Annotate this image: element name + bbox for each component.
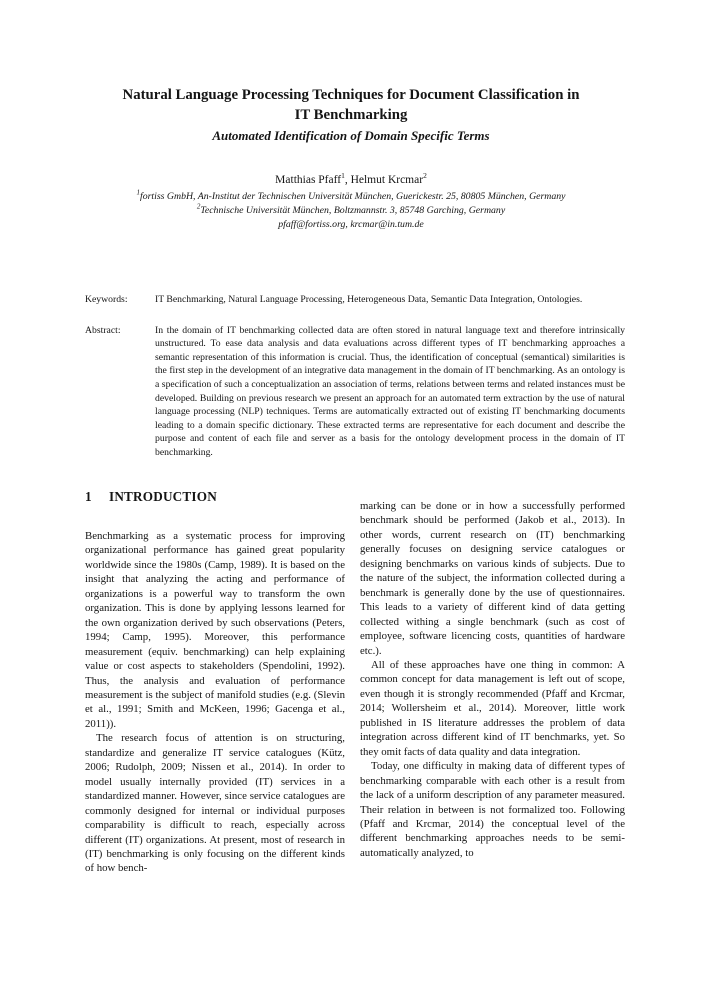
abstract-label: Abstract: — [85, 324, 121, 336]
body-column-right — [360, 499, 625, 860]
meta-block — [85, 293, 625, 460]
paper-subtitle: Automated Identification of Domain Specific Terms — [212, 128, 490, 143]
author-emails: pfaff@fortiss.org, krcmar@in.tum.de — [278, 219, 424, 230]
paper-title-line-1: Natural Language Processing Techniques for Document Classification in — [122, 87, 580, 103]
keywords-label: Keywords: — [85, 294, 128, 305]
affiliation-2 — [0, 204, 702, 218]
affiliation-2-text: Technische Universität München, Boltzmannstr. 3, 85748 Garching, Germany — [200, 205, 506, 216]
author-separator: , — [344, 174, 351, 186]
keywords-row — [85, 293, 625, 307]
paper-title-line-2: IT Benchmarking — [294, 106, 408, 123]
affiliation-1 — [0, 190, 702, 204]
keywords-text: IT Benchmarking, Natural Language Processing, Heterogeneous Data, Semantic Data Integration, Ontologies. — [155, 294, 583, 305]
section-1-number: 1 — [85, 489, 92, 504]
abstract-text: In the domain of IT benchmarking collected data are often stored in natural language text and therefore intrinsically unstructured. To ease data analysis and data evaluations across different types of IT benchmarking approaches a semantic representation of this information is crucial. Thus, the identification of conceptual (semantical) similarities is the first step in the development of an integrative data management in the domain of IT benchmarking. As an ontology is a specification of such a conceptualization an association of terms, relations between terms and related instances must be developed. Building on previous research we present an approach for an automated term extraction by the use of natural language processing (NLP) techniques. Terms are automatically extracted out of existing IT benchmarking documents leading to a domain specific dictionary. These extracted terms are representative for each document and describe the purpose and content of each file and server as a basis for the ontology development process in the domain of IT benchmarking. — [155, 324, 625, 458]
author-2-name: Helmut Krcmar — [350, 174, 424, 186]
author-2-affiliation-mark: 2 — [423, 171, 427, 181]
abstract-row — [85, 324, 625, 460]
author-1-affiliation-mark: 1 — [341, 171, 345, 181]
intro-paragraph-4: Today, one difficulty in making data of different types of benchmarking comparable with each other is a result from the lack of a uniform description of any parameter measured. Their relation in between is not formalized too. Following (Pfaff and Krcmar, 2014) the conceptual level of the different benchmarking approaches needs to be semi-automatically analyzed, to — [360, 760, 625, 859]
affiliation-2-mark: 2 — [196, 202, 201, 211]
section-1-title: INTRODUCTION — [109, 489, 217, 504]
intro-paragraph-3: All of these approaches have one thing in common: A common concept for data management is left out of scope, even though it is strongly recommended (Pfaff and Krcmar, 2014; Wollersheim et al., 2014). Moreover, little work published in IS literature addresses the problem of data integration across different kind of IT benchmarks, yet. So they omit facts of data quality and data integration. — [360, 658, 625, 758]
intro-paragraph-2: The research focus of attention is on structuring, standardize and generalize IT service catalogues (Kütz, 2006; Rudolph, 2009; Nissen et al., 2014). In order to model usually internally provided (IT) services in a standardized manner. However, since service catalogues are commonly designed for internal or individual purposes comparability is difficult to reach, especially across different (IT) organizations. At present, most of research in (IT) benchmarking is only focusing on the different kinds of how bench- — [85, 732, 345, 875]
title-block — [0, 86, 702, 144]
intro-paragraph-2-continued: marking can be done or in how a successfully performed benchmark should be performed (Jakob et al., 2013). In other words, current research on (IT) benchmarking generally focuses on designing service catalogues or designing benchmarks on various kinds of subjects. Due to the nature of the subject, the information collected during a benchmark is generally done by the use of questionnaires. This leads to a variety of different kind of data getting collected withing a single benchmark (such as cost of employee, software licencing costs, quantities of hardware etc.). — [360, 500, 625, 657]
body-column-left — [85, 529, 345, 876]
authors-line — [0, 171, 702, 186]
section-1-heading — [85, 489, 217, 505]
author-1-name: Matthias Pfaff — [275, 174, 342, 186]
affiliation-1-mark: 1 — [136, 188, 140, 197]
intro-paragraph-1: Benchmarking as a systematic process for improving organizational performance has gained great popularity worldwide since the 1980s (Camp, 1989). It is based on the insight that analyzing the acting and performance of organizations is a powerful way to transform the own organization. This is done by applying lessons learned for the own organization derived by such observations (Peters, 1994; Camp, 1995). Moreover, this performance measurement (equiv. benchmarking) can help explaining value or cost aspects to stakeholders (Spendolini, 1992). Thus, the analysis and evaluation of performance measurement is the subject of manifold studies (e.g. (Slevin et al., 1991; Smith and McKeen, 1996; Gacenga et al., 2011)). — [85, 530, 345, 730]
author-block — [0, 171, 702, 232]
affiliation-1-text: fortiss GmbH, An-Institut der Technischen Universität München, Guerickestr. 25, 80805 München, Germany — [139, 191, 566, 202]
